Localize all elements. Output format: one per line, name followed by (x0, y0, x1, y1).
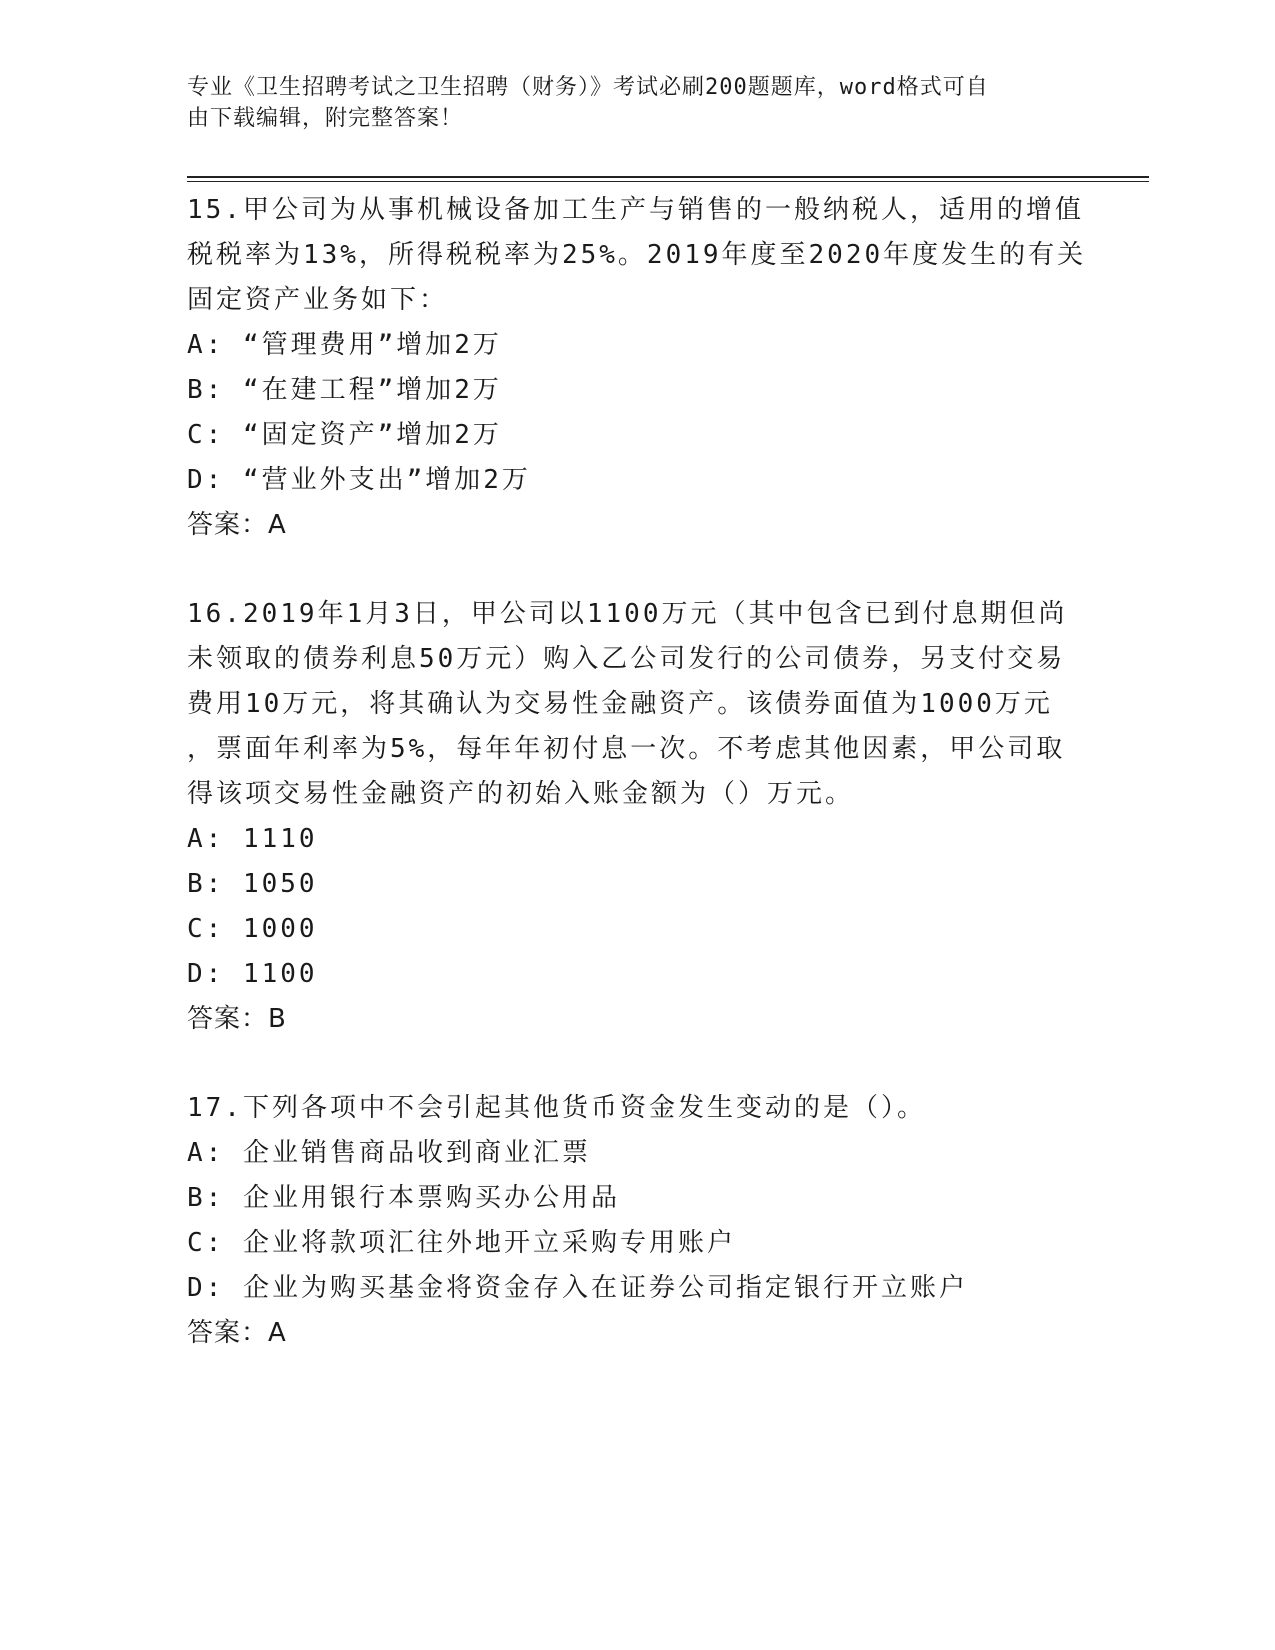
option-b: B: “在建工程”增加2万 (187, 375, 502, 405)
document-header (187, 72, 1067, 134)
question-17 (187, 1086, 1087, 1356)
question-stem (187, 1086, 1087, 1131)
questions-list (187, 188, 1087, 1400)
option-c: C: “固定资产”增加2万 (187, 420, 502, 450)
option-b: B: 企业用银行本票购买办公用品 (187, 1183, 620, 1213)
option-d: D: 企业为购买基金将资金存入在证券公司指定银行开立账户 (187, 1273, 968, 1303)
option-b: B: 1050 (187, 869, 318, 899)
question-stem (187, 592, 1087, 817)
option-d: D: “营业外支出”增加2万 (187, 465, 531, 495)
stem-line: ，票面年利率为5%，每年年初付息一次。不考虑其他因素，甲公司取 (187, 734, 1066, 764)
stem-line: 固定资产业务如下： (187, 285, 449, 315)
stem-line: 未领取的债券利息50万元）购入乙公司发行的公司债券，另支付交易 (187, 644, 1066, 674)
stem-line: 费用10万元，将其确认为交易性金融资产。该债券面值为1000万元 (187, 689, 1053, 719)
stem-line: 16.2019年1月3日，甲公司以1100万元（其中包含已到付息期但尚 (187, 599, 1068, 629)
header-divider-thin (187, 181, 1149, 182)
header-line-2: 由下载编辑，附完整答案！ (187, 106, 464, 131)
option-a: A: 企业销售商品收到商业汇票 (187, 1138, 591, 1168)
option-a: A: 1110 (187, 824, 318, 854)
stem-line: 税税率为13%，所得税税率为25%。2019年度至2020年度发生的有关 (187, 240, 1087, 270)
option-c: C: 1000 (187, 914, 318, 944)
option-c: C: 企业将款项汇往外地开立采购专用账户 (187, 1228, 736, 1258)
answer-line: 答案：B (187, 1004, 287, 1034)
question-stem (187, 188, 1087, 323)
stem-line: 15.甲公司为从事机械设备加工生产与销售的一般纳税人，适用的增值 (187, 195, 1084, 225)
answer-line: 答案：A (187, 510, 287, 540)
stem-line: 17.下列各项中不会引起其他货币资金发生变动的是（）。 (187, 1093, 926, 1123)
header-line-1: 专业《卫生招聘考试之卫生招聘（财务）》考试必刷200题题库，word格式可自 (187, 75, 989, 100)
option-d: D: 1100 (187, 959, 318, 989)
question-16 (187, 592, 1087, 1042)
answer-line: 答案：A (187, 1318, 287, 1348)
question-15 (187, 188, 1087, 548)
stem-line: 得该项交易性金融资产的初始入账金额为（）万元。 (187, 779, 855, 809)
option-a: A: “管理费用”增加2万 (187, 330, 502, 360)
header-divider-thick (187, 176, 1149, 178)
